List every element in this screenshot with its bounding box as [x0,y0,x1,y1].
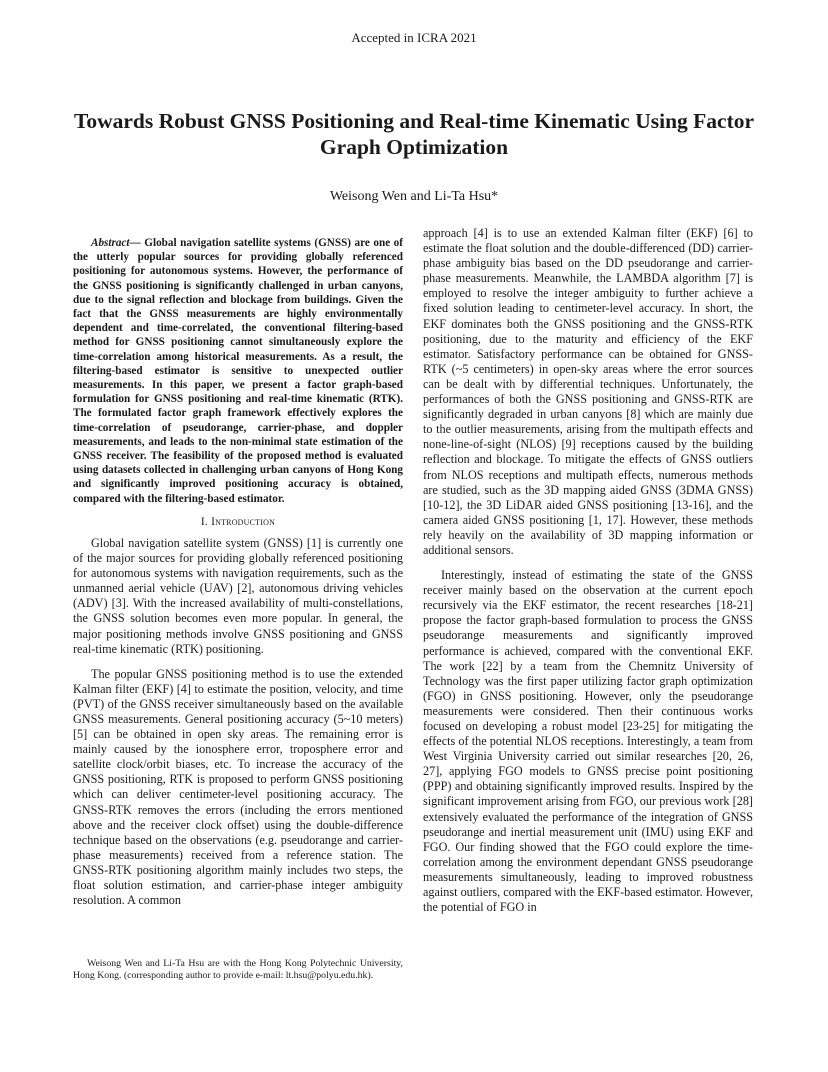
abstract [73,236,403,506]
intro-paragraph-3: approach [4] is to use an extended Kalman filter (EKF) [6] to estimate the float solution and the double-differenced (DD) carrier-phase ambiguity bias based on the DD pseudorange and carrier-phase measurements. Meanwhile, the LAMBDA algorithm [7] is employed to resolve the integer ambiguity to further achieve a fixed solution leading to centimeter-level accuracy. In short, the EKF dominates both the GNSS positioning and the GNSS-RTK positioning, due to the maturity and efficiency of the EKF estimator. Satisfactory performance can be obtained for GNSS-RTK (~5 centimeters) in open-sky areas where the error sources can be dealt with by differential techniques. Unfortunately, the performances of both the GNSS positioning and GNSS-RTK are significantly degraded in urban canyons [8] which are mainly due to the outlier measurements, arising from the multipath effects and none-line-of-sight (NLOS) [9] receptions caused by the building reflection and blockage. To mitigate the effects of GNSS outliers from NLOS receptions and multipath effects, numerous methods are studied, such as the 3D mapping aided GNSS (3DMA GNSS) [10-12], the 3D LiDAR aided GNSS positioning [13-16], and the camera aided GNSS positioning [1, 17]. However, these methods rely heavily on the availability of 3D mapping information or additional sensors. [423,226,753,557]
header-note: Accepted in ICRA 2021 [351,30,477,45]
section-heading-introduction [73,515,403,530]
paper-title: Towards Robust GNSS Positioning and Real-time Kinematic Using Factor Graph Optimization [73,109,755,159]
abstract-text: Global navigation satellite systems (GNSS) are one of the utterly popular sources for providing globally referenced positioning for autonomous systems. However, the performance of the GNSS positioning is significantly challenged in urban canyons, due to the signal reflection and blockage from buildings. Given the fact that the GNSS measurements are highly environmentally dependent and time-correlated, the conventional filtering-based method for GNSS positioning cannot simultaneously explore the time-correlation among historical measurements. As a result, the filtering-based estimator is sensitive to unexpected outlier measurements. In this paper, we present a factor graph-based formulation for GNSS positioning and real-time kinematic (RTK). The formulated factor graph framework effectively explores the time-correlation of pseudorange, carrier-phase, and doppler measurements, and leads to the non-minimal state estimation of the GNSS receiver. The feasibility of the proposed method is evaluated using datasets collected in challenging urban canyons of Hong Kong and significantly improved positioning accuracy is obtained, compared with the filtering-based estimator. [73,237,404,505]
section-title: Introduction [211,515,276,528]
intro-paragraph-2: The popular GNSS positioning method is to use the extended Kalman filter (EKF) [4] to estimate the position, velocity, and time (PVT) of the GNSS receiver simultaneously based on the available GNSS measurements. General positioning accuracy (5~10 meters) [5] can be obtained in open sky areas. The remaining error is mainly caused by the ionosphere error, troposphere error and satellite clock/orbit biases, etc. To increase the accuracy of the GNSS positioning, RTK is proposed to perform GNSS positioning which can deliver centimeter-level positioning accuracy. The GNSS-RTK removes the errors (including the errors mentioned above and the receiver clock offset) using the double-difference technique based on the observations (e.g. pseudorange and carrier-phase measurements) received from a reference station. The GNSS-RTK positioning algorithm mainly includes two steps, the float solution estimation, and carrier-phase integer ambiguity resolution. A common [73,666,403,908]
right-column [423,226,753,915]
abstract-label: Abstract [91,237,130,249]
section-numeral: I. [200,515,212,528]
abstract-dash: — [129,237,145,249]
intro-paragraph-4: Interestingly, instead of estimating the state of the GNSS receiver mainly based on the observation at the current epoch recursively via the EKF estimator, the recent researches [18-21] propose the factor graph-based formulation to process the GNSS pseudorange measurements and significantly improved performance is achieved, compared with the conventional EKF. The work [22] by a team from the Chemnitz University of Technology was the first paper utilizing factor graph optimization (FGO) in GNSS positioning. However, only the pseudorange measurements were considered. Then their continuous works focused on developing a robust model [23-25] for mitigating the effects of the potential NLOS receptions. Interestingly, a team from West Virginia University carried out similar researches [20, 26, 27], applying FGO models to GNSS precise point positioning (PPP) and obtaining significantly improved results. Inspired by the significant improvement arising from FGO, our previous work [28] extensively evaluated the performance of the integration of GNSS pseudorange and inertial measurement unit (IMU) using EKF and FGO. Our finding showed that the FGO could explore the time-correlation among the environment dependant GNSS pseudorange measurements simultaneously, leading to improved robustness against outliers, compared with the EKF-based estimator. However, the potential of FGO in [423,568,753,915]
author-footnote: Weisong Wen and Li-Ta Hsu are with the Hong Kong Polytechnic University, Hong Kong. (corresponding author to provide e-mail: lt.hsu@polyu.edu.hk). [73,958,403,982]
intro-paragraph-1: Global navigation satellite system (GNSS) [1] is currently one of the major sources for providing globally referenced positioning for autonomous systems with navigation requirements, such as the unmanned aerial vehicle (UAV) [2], autonomous driving vehicles (ADV) [3]. With the increased availability of multi-constellations, the GNSS solution becomes even more popular. In general, the major positioning methods involve GNSS positioning and GNSS real-time kinematic (RTK) positioning. [73,535,403,656]
authors: Weisong Wen and Li-Ta Hsu* [329,189,499,204]
left-column [73,226,403,908]
